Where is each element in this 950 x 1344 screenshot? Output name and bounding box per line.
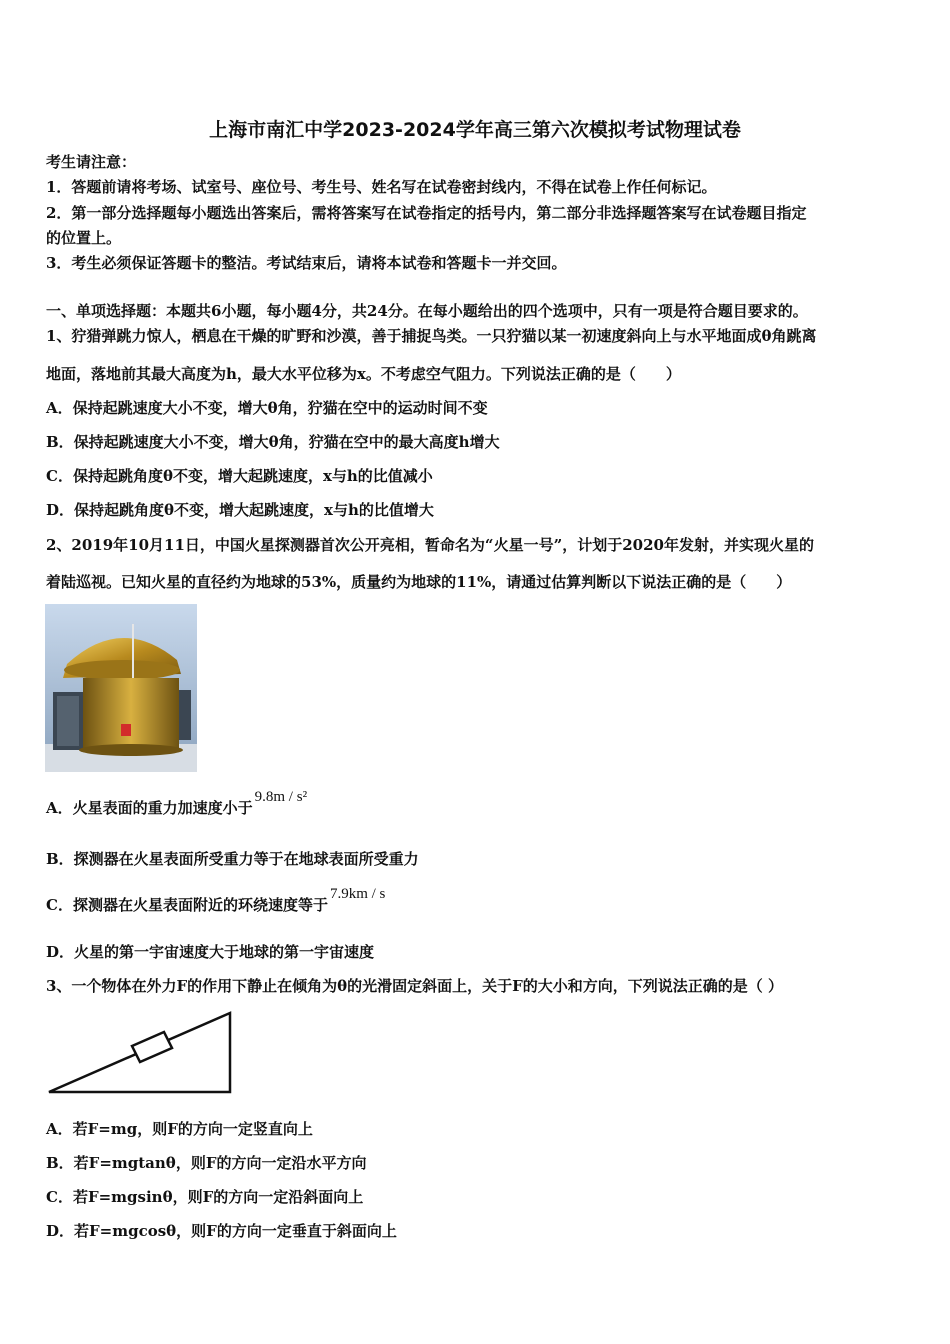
q1-option-c: C．保持起跳角度θ不变，增大起跳速度，x与h的比值减小 (46, 467, 433, 485)
notice-item-1: 1．答题前请将考场、试室号、座位号、考生号、姓名写在试卷密封线内，不得在试卷上作任何标记。 (46, 178, 717, 196)
q3-option-b: B．若F=mgtanθ，则F的方向一定沿水平方向 (46, 1154, 367, 1172)
q2-option-a-text: A．火星表面的重力加速度小于 (46, 799, 253, 817)
q1-stem-line2: 地面，落地前其最大高度为h，最大水平位移为x。不考虑空气阻力。下列说法正确的是（ ） (46, 365, 681, 383)
q2-option-c-text: C．探测器在火星表面附近的环绕速度等于 (46, 896, 328, 914)
incline-diagram (46, 1010, 238, 1102)
notice-item-3: 3．考生必须保证答题卡的整洁。考试结束后，请将本试卷和答题卡一并交回。 (46, 254, 567, 272)
notice-heading: 考生请注意： (46, 153, 137, 171)
q1-stem-line1: 1、狞猎弹跳力惊人，栖息在干燥的旷野和沙漠，善于捕捉鸟类。一只狞猫以某一初速度斜向上与水平地面成θ角跳离 (46, 327, 817, 345)
notice-item-2-cont: 的位置上。 (46, 229, 122, 247)
q2-option-a (46, 789, 308, 819)
page-title: 上海市南汇中学2023-2024学年高三第六次模拟考试物理试卷 (209, 119, 741, 141)
block-on-incline (132, 1032, 172, 1062)
q2-option-b: B．探测器在火星表面所受重力等于在地球表面所受重力 (46, 850, 419, 868)
q2-stem-line2: 着陆巡视。已知火星的直径约为地球的53%，质量约为地球的11%，请通过估算判断以下说法正确的是（ ） (46, 573, 792, 591)
q3-option-c: C．若F=mgsinθ，则F的方向一定沿斜面向上 (46, 1188, 364, 1206)
q2-option-c (46, 886, 386, 916)
q1-option-a: A．保持起跳速度大小不变，增大θ角，狞猫在空中的运动时间不变 (46, 399, 488, 417)
q2-stem-line1: 2、2019年10月11日，中国火星探测器首次公开亮相，暂命名为“火星一号”，计划于2020年发射，并实现火星的 (46, 536, 814, 554)
q3-stem: 3、一个物体在外力F的作用下静止在倾角为θ的光滑固定斜面上，关于F的大小和方向，下列说法正确的是（ ） (46, 977, 783, 995)
mars-probe-photo (45, 604, 197, 772)
section-heading: 一、单项选择题：本题共6小题，每小题4分，共24分。在每小题给出的四个选项中，只有一项是符合题目要求的。 (46, 302, 808, 320)
q2-option-d: D．火星的第一宇宙速度大于地球的第一宇宙速度 (46, 943, 375, 961)
q3-option-a: A．若F=mg，则F的方向一定竖直向上 (46, 1120, 313, 1138)
q2-option-a-formula: 9.8m / s² (254, 789, 308, 805)
q1-option-d: D．保持起跳角度θ不变，增大起跳速度，x与h的比值增大 (46, 501, 434, 519)
q2-option-c-formula: 7.9km / s (329, 886, 386, 902)
notice-item-2: 2．第一部分选择题每小题选出答案后，需将答案写在试卷指定的括号内，第二部分非选择题答案写在试卷题目指定 (46, 204, 807, 222)
q1-option-b: B．保持起跳速度大小不变，增大θ角，狞猫在空中的最大高度h增大 (46, 433, 500, 451)
q3-option-d: D．若F=mgcosθ，则F的方向一定垂直于斜面向上 (46, 1222, 397, 1240)
